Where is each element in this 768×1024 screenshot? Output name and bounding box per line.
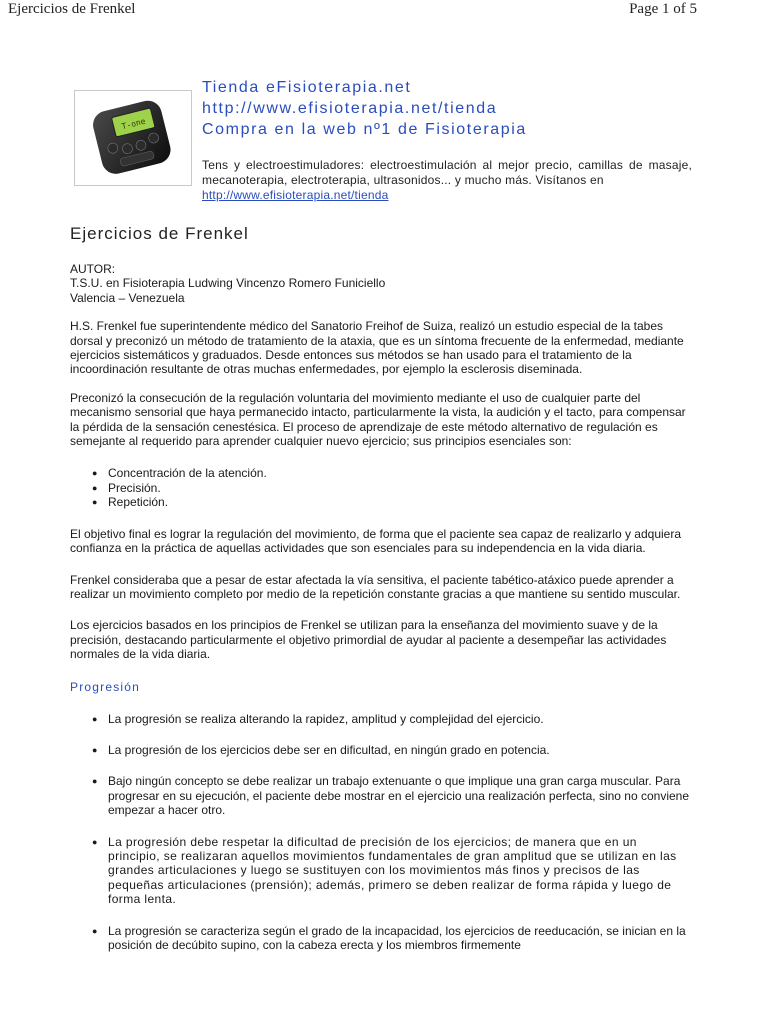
list-item: ● La progresión de los ejercicios debe ser en dificultad, en ningún grado en potencia. <box>92 743 692 757</box>
principles-list <box>92 466 692 509</box>
page-header-title: Ejercicios de Frenkel <box>8 1 136 17</box>
article-title: Ejercicios de Frenkel <box>70 224 249 243</box>
author-label: AUTOR: <box>70 262 116 276</box>
list-item: ● Bajo ningún concepto se debe realizar un trabajo extenuante o que implique una gran carga muscular. Para progresar en su ejecución, el paciente debe mostrar en el ejercicio una realización perfecta, sino no conviene empezar a hacer otro. <box>92 774 692 817</box>
list-item: ● Concentración de la atención. <box>92 466 692 480</box>
author-block <box>70 262 692 305</box>
paragraph: El objetivo final es lograr la regulación del movimiento, de forma que el paciente sea capaz de realizarlo y adquiera confianza en la práctica de aquellas actividades que son esenciales para su independencia en la vida diaria. <box>70 526 682 556</box>
device-screen-label: T-one <box>120 116 147 132</box>
tens-device-icon <box>75 91 191 185</box>
ad-description-text: Tens y electroestimuladores: electroestimulación al mejor precio, camillas de masaje, mecanoterapia, electroterapia, ultrasonidos... y mucho más. Visítanos en <box>202 158 692 187</box>
ad-description-link[interactable]: http://www.efisioterapia.net/tienda <box>202 188 389 202</box>
ad-url-link[interactable]: http://www.efisioterapia.net/tienda <box>202 100 498 117</box>
list-item: ● La progresión se realiza alterando la rapidez, amplitud y complejidad del ejercicio. <box>92 712 692 726</box>
paragraph: Frenkel consideraba que a pesar de estar afectada la vía sensitiva, el paciente tabético-atáxico puede aprender a realizar un movimiento completo por medio de la repetición constante gracias a que mantiene su sentido muscular. <box>70 572 681 601</box>
section-heading: Progresión <box>70 679 141 694</box>
paragraph: H.S. Frenkel fue superintendente médico del Sanatorio Freihof de Suiza, realizó un estudio especial de la tabes dorsal y preconizó un método de tratamiento de la ataxia, que es un síntoma frecuente de la enfermedad, mediante ejercicios sistemáticos y graduados. Desde entonces sus métodos se han usado para el tratamiento de la incoordinación resultante de otras muchas enfermedades, por ejemplo la esclerosis diseminada. <box>70 319 684 377</box>
article <box>70 223 692 969</box>
ad-store-link[interactable]: Tienda eFisioterapia.net <box>202 79 412 96</box>
ad-block <box>202 77 692 203</box>
paragraph: Los ejercicios basados en los principios de Frenkel se utilizan para la enseñanza del movimiento suave y de la precisión, destacando particularmente el objetivo primordial de ayudar al paciente a desempeñar las actividades normales de la vida diaria. <box>70 618 667 662</box>
list-item: ● Repetición. <box>92 495 692 509</box>
author-name: T.S.U. en Fisioterapia Ludwing Vincenzo Romero Funiciello <box>70 276 386 291</box>
ad-tagline-link[interactable]: Compra en la web nº1 de Fisioterapia <box>202 121 527 138</box>
paragraph: Preconizó la consecución de la regulación voluntaria del movimiento mediante el uso de cualquier parte del mecanismo sensorial que haya permanecido intacto, particularmente la vista, la audición y el tacto, para compensar la pérdida de la sensación cenestésica. El proceso de aprendizaje de este método alternativo de regulación es semejante al requerido para aprender cualquier nuevo ejercicio; sus principios esenciales son: <box>70 390 686 449</box>
list-item: ● Precisión. <box>92 481 692 495</box>
author-location: Valencia – Venezuela <box>70 290 185 305</box>
ad-description <box>202 158 692 203</box>
progression-list <box>92 712 692 953</box>
list-item: ● La progresión se caracteriza según el grado de la incapacidad, los ejercicios de reeducación, se inician en la posición de decúbito supino, con la cabeza erecta y los miembros firmemente <box>92 924 692 953</box>
page-number: Page 1 of 5 <box>629 1 697 17</box>
list-item: ● La progresión debe respetar la dificultad de precisión de los ejercicios; de manera que en un principio, se realizaran aquellos movimientos fundamentales de gran amplitud que se utilizan en las grandes articulaciones y luego se sustituyen con los movimientos más finos y precisos de las pequeñas articulaciones (prensión); además, primero se deben realizar de forma rápida y luego de forma lenta. <box>92 835 692 907</box>
ad-image[interactable] <box>74 90 192 186</box>
